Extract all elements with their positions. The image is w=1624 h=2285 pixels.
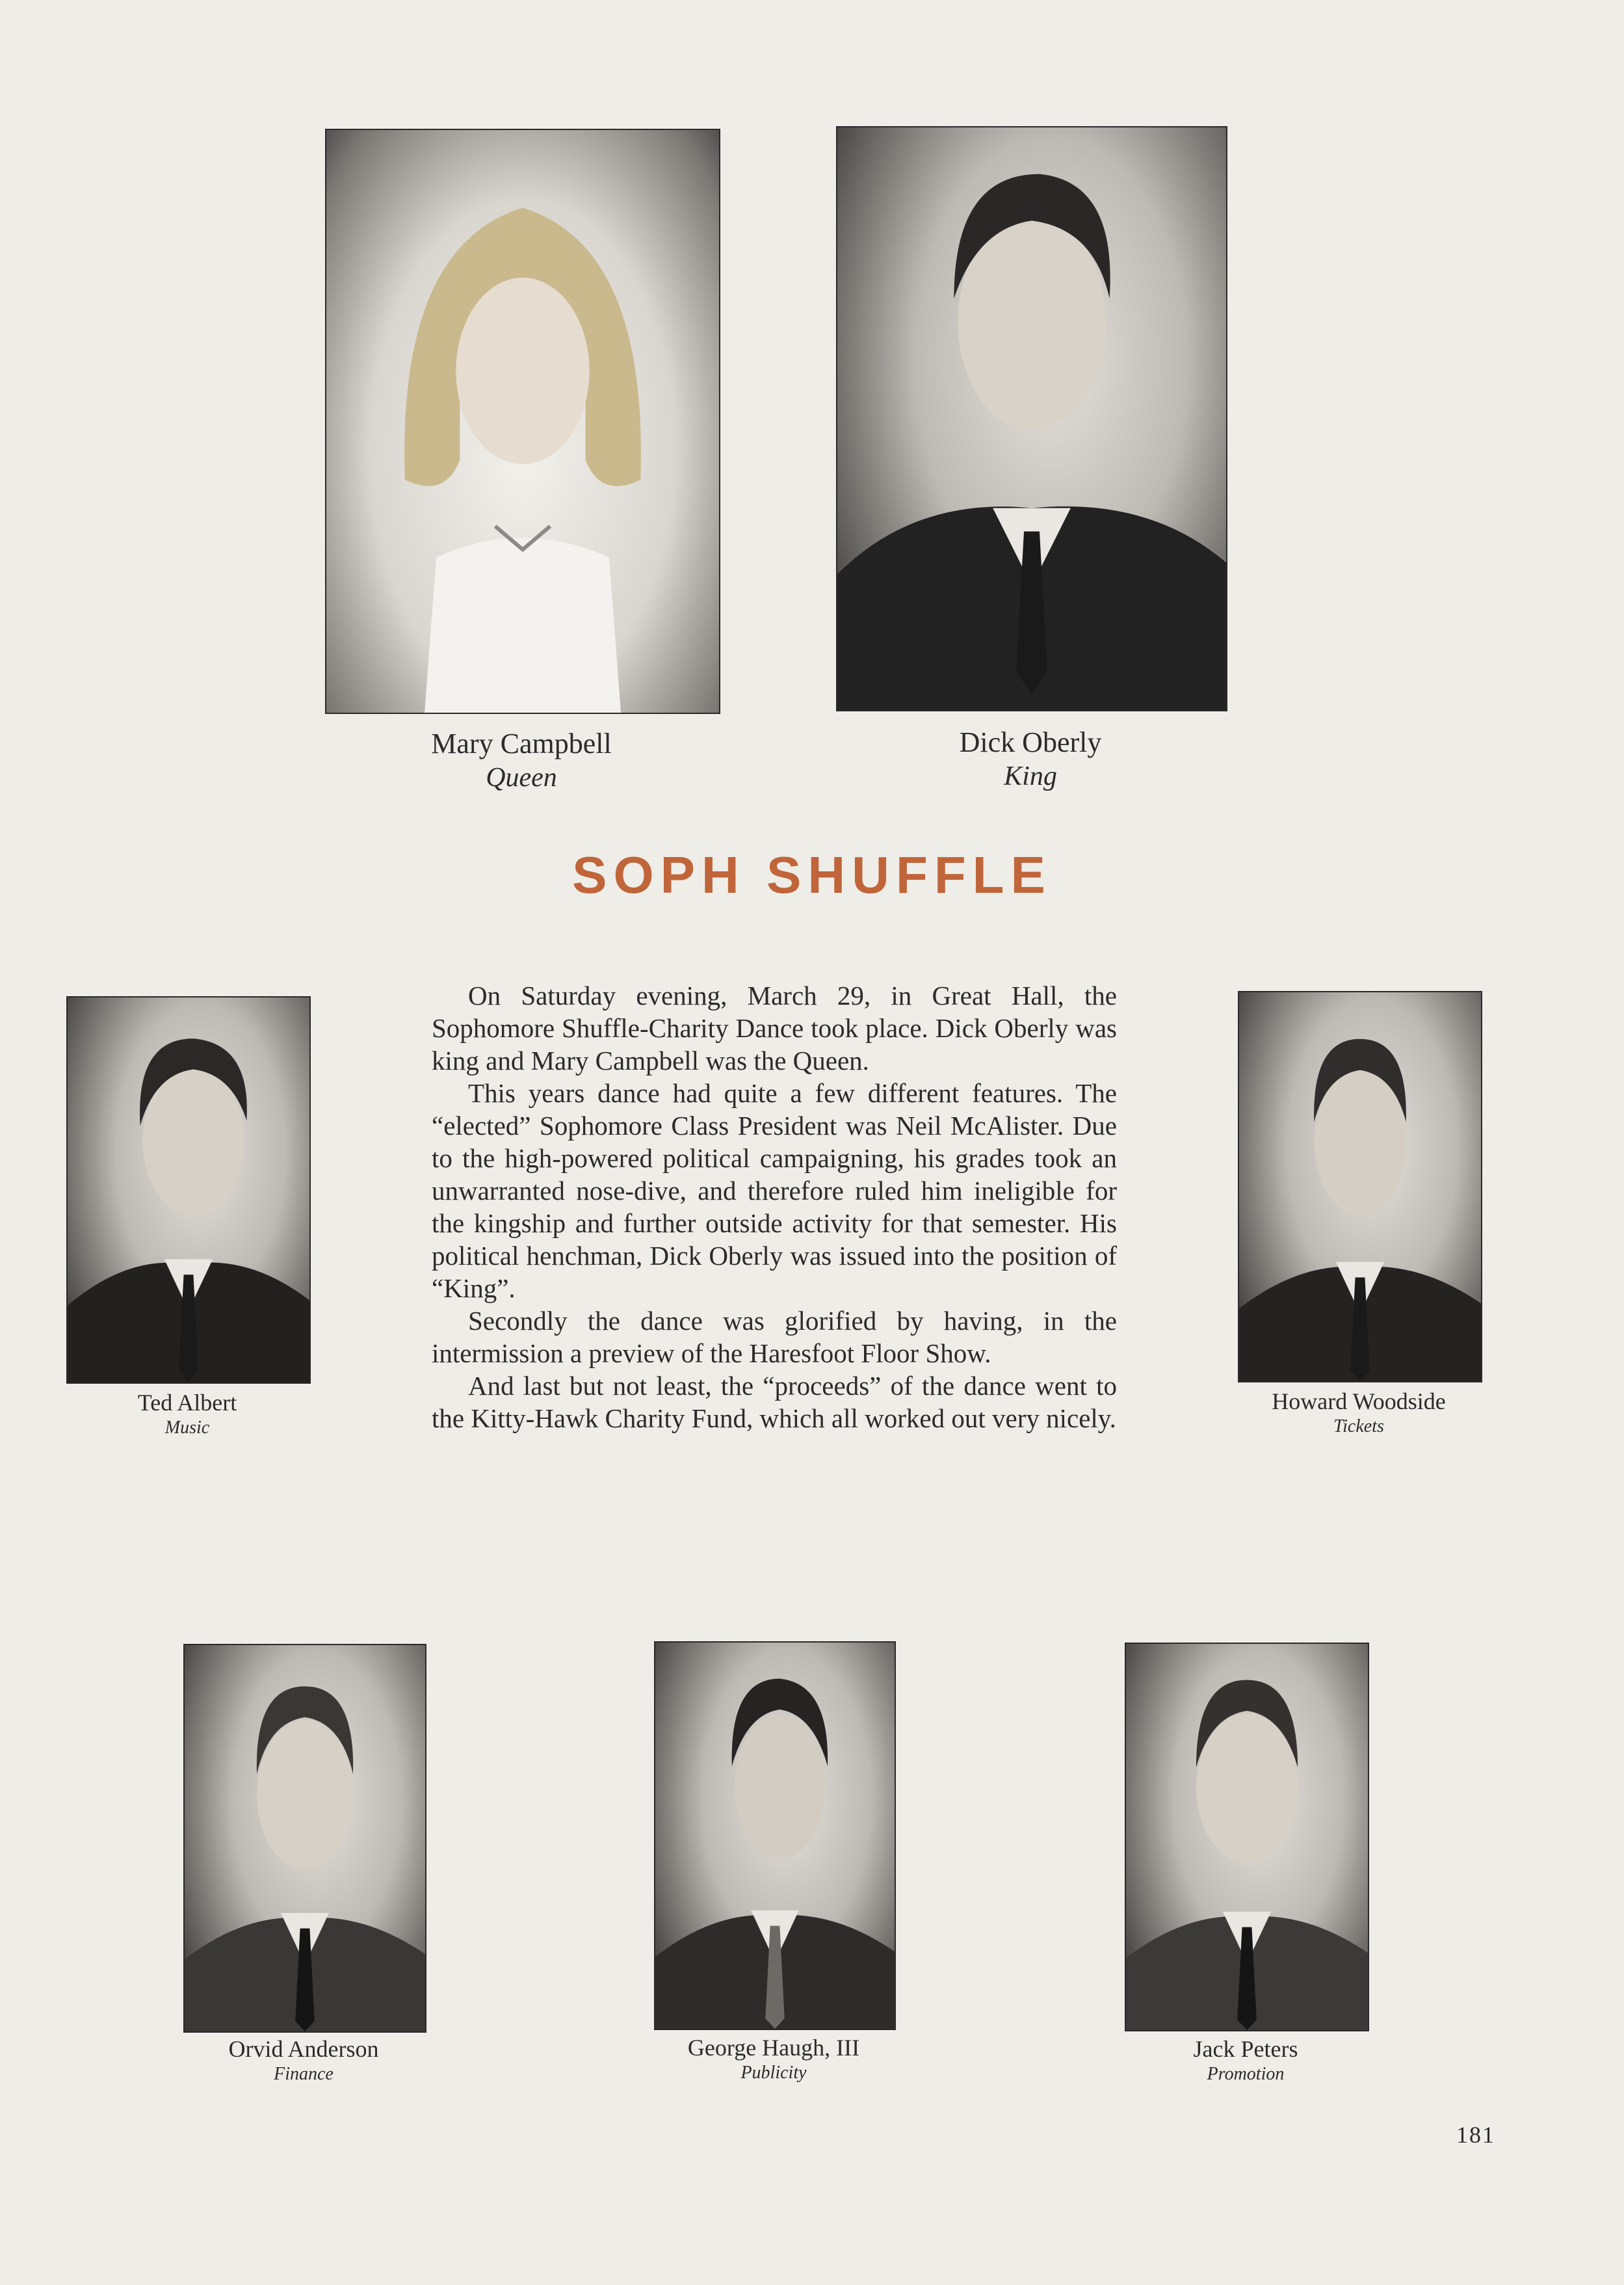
caption-queen [325,727,718,794]
page-title: SOPH SHUFFLE [572,846,1052,904]
caption-music [66,1389,308,1439]
portrait-photo-music [66,996,311,1384]
portrait-role: Tickets [1333,1416,1384,1437]
portrait-name: George Haugh, III [687,2035,860,2061]
portrait-photo-promotion [1125,1643,1369,2031]
portrait-role: Finance [274,2064,334,2085]
portrait-name: Orvid Anderson [228,2036,379,2062]
portrait-role: Publicity [740,2063,807,2083]
portrait-name: Ted Albert [137,1390,237,1416]
caption-finance [170,2035,437,2085]
article-paragraph: And last but not least, the “proceeds” of the dance went to the Kitty-Hawk Charity Fund, which all worked out very nicely. [432,1371,1117,1433]
article-paragraph: This years dance had quite a few different features. The “elected” Sophomore Class President was Neil McAlister. Due to the high-powered political campaigning, his grades took an unwarranted nose-dive, and therefore ruled him ineligible for the kingship and further outside activity for that semester. His political henchman, Dick Oberly was issued into the position of “King”. [432,1078,1117,1303]
portrait-silhouette [655,1643,895,2029]
portrait-photo-finance [183,1644,426,2033]
article-paragraph: Secondly the dance was glorified by having, in the intermission a preview of the Haresfoot Floor Show. [432,1306,1117,1368]
portrait-silhouette [837,127,1226,710]
portrait-silhouette [326,130,719,713]
portrait-silhouette [68,997,309,1382]
portrait-role: Promotion [1207,2064,1285,2085]
portrait-photo-king [836,126,1227,711]
caption-king [836,726,1225,793]
article-body [432,979,1117,1434]
portrait-name: Jack Peters [1193,2036,1298,2062]
portrait-photo-tickets [1238,991,1482,1382]
portrait-name: Mary Campbell [431,728,612,759]
portrait-photo-queen [325,129,720,714]
caption-promotion [1112,2035,1380,2085]
page-number: 181 [1456,2122,1495,2148]
portrait-role: Queen [486,762,557,793]
portrait-role: Music [164,1418,210,1438]
article-paragraph: On Saturday evening, March 29, in Great Hall, the Sophomore Shuffle-Charity Dance took place. Dick Oberly was king and Mary Campbell was the Queen. [432,981,1117,1076]
caption-publicity [641,2034,906,2084]
portrait-photo-publicity [654,1641,896,2030]
portrait-silhouette [1239,992,1481,1381]
portrait-silhouette [1126,1644,1368,2030]
portrait-role: King [1004,761,1057,791]
portrait-silhouette [185,1645,425,2031]
caption-tickets [1212,1388,1506,1438]
portrait-name: Dick Oberly [959,726,1102,758]
portrait-name: Howard Woodside [1272,1388,1446,1414]
